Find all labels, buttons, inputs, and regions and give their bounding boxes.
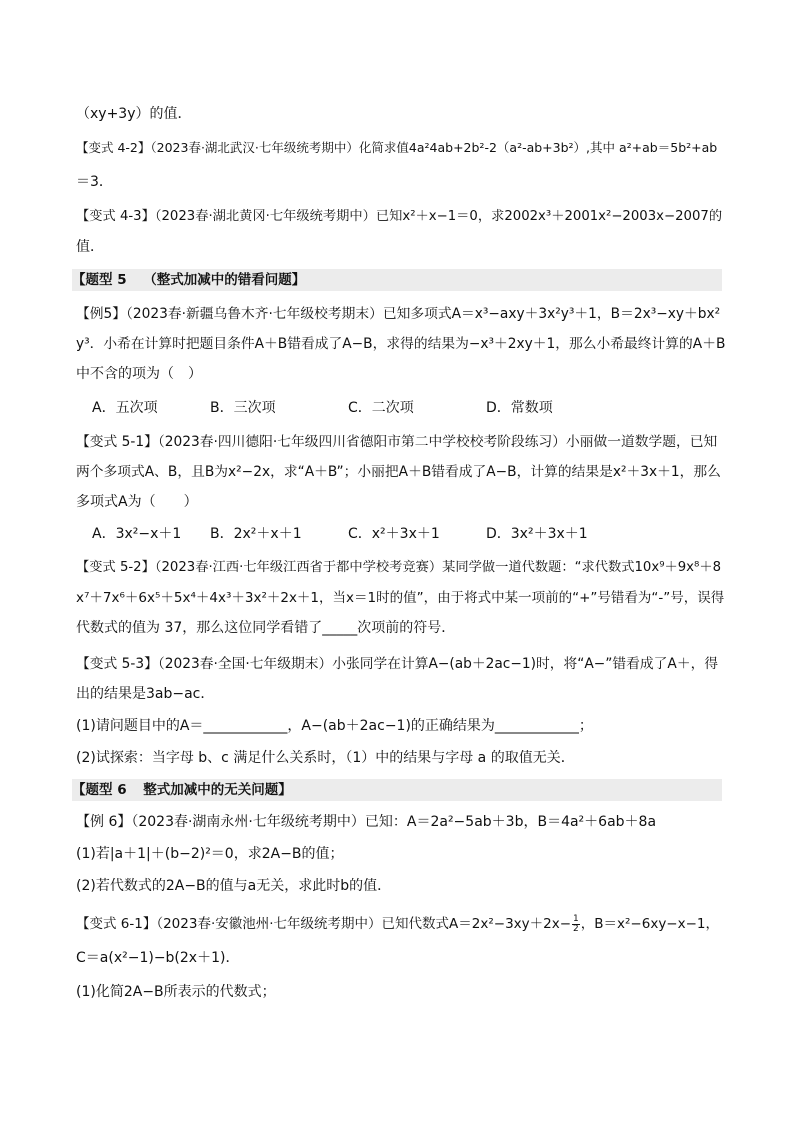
text-line: ＝3．: [76, 174, 113, 190]
text-line: x⁷＋7x⁶＋6x⁵＋5x⁴＋4x³＋3x²＋2x＋1，当x＝1时的值”，由于将式中某一项前的“+”号错看为“-”号，误得: [76, 590, 725, 606]
text-line: 【变式 4-3】（2023春·湖北黄冈·七年级统考期中）已知x²＋x−1＝0，求2002x³＋2001x²−2003x−2007的: [76, 209, 723, 224]
text-line: 【变式 5-2】（2023春·江西·七年级江西省于都中学校考竞赛）某同学做一道代数题：“求代数式10x⁹＋9x⁸＋8: [76, 560, 722, 575]
option-c: C．二次项: [348, 400, 414, 416]
text-line: 【变式 5-3】（2023春·全国·七年级期末）小张同学在计算A−(ab＋2ac−1)时，将“A−”错看成了A＋，得: [76, 656, 719, 672]
text-line: (2)若代数式的2A−B的值与a无关，求此时b的值．: [76, 878, 392, 894]
text-line: (2)试探索：当字母 b、c 满足什么关系时，（1）中的结果与字母 a 的取值无关．: [76, 750, 575, 766]
text-line: 代数式的值为 37，那么这位同学看错了_____次项前的符号．: [76, 620, 456, 636]
text-line: （xy+3y）的值．: [76, 106, 192, 122]
option-b: B．三次项: [210, 400, 276, 416]
fraction-denominator: 2: [573, 923, 579, 934]
section-label: 【题型 5: [72, 272, 127, 288]
section-title: （整式加减中的错看问题】: [143, 272, 306, 288]
text-line: (1)请问题目中的A＝____________，A−(ab＋2ac−1)的正确结果为____________；: [76, 718, 593, 734]
text-line: 两个多项式A、B，且B为x²−2x，求“A＋B”；小丽把A＋B错看成了A−B，计算的结果是x²＋3x＋1，那么: [76, 464, 721, 480]
text-line: 【变式 5-1】（2023春·四川德阳·七年级四川省德阳市第二中学校校考阶段练习）小丽做一道数学题，已知: [76, 434, 718, 450]
text-line: 多项式A为（ ）: [76, 494, 198, 510]
text-line: (1)化简2A−B所表示的代数式；: [76, 984, 276, 1000]
text-line: 【例 6】（2023春·湖南永州·七年级统考期中）已知：A＝2a²−5ab＋3b，B＝4a²＋6ab＋8a: [76, 814, 657, 830]
section-title: 整式加减中的无关问题】: [143, 782, 292, 798]
fraction: [572, 915, 580, 934]
text-segment: ，B＝x²−6xy−x−1，: [580, 916, 720, 932]
text-line: C＝a(x²−1)−b(2x＋1)．: [76, 950, 240, 966]
section-label: 【题型 6: [72, 782, 127, 798]
option-b: B．2x²＋x＋1: [210, 526, 302, 542]
text-segment: 【变式 6-1】（2023春·安徽池州·七年级统考期中）已知代数式A＝2x²−3xy＋2x−: [76, 916, 572, 932]
text-line-with-fraction: [76, 914, 719, 934]
option-d: D．常数项: [486, 400, 553, 416]
text-line: (1)若|a＋1|＋(b−2)²＝0，求2A−B的值；: [76, 846, 344, 862]
section-header-6: [72, 779, 722, 801]
text-line: 【例5】（2023春·新疆乌鲁木齐·七年级校考期末）已知多项式A＝x³−axy＋3x²y³＋1，B＝2x³−xy＋bx²: [76, 306, 721, 322]
section-header-5: [72, 269, 722, 291]
text-line: 中不含的项为（ ）: [76, 366, 202, 382]
text-line: 值．: [76, 239, 104, 255]
option-c: C．x²＋3x＋1: [348, 526, 440, 542]
text-line: 出的结果是3ab−ac．: [76, 686, 215, 702]
text-line: y³．小希在计算时把题目条件A＋B错看成了A−B，求得的结果为−x³＋2xy＋1，那么小希最终计算的A＋B: [76, 336, 726, 352]
option-a: A．3x²−x＋1: [92, 526, 182, 542]
fraction-numerator: 1: [573, 913, 579, 924]
option-d: D．3x²＋3x＋1: [486, 526, 588, 542]
option-a: A．五次项: [92, 400, 158, 416]
text-line: 【变式 4-2】（2023春·湖北武汉·七年级统考期中）化简求值4a²4ab+2b²-2（a²-ab+3b²）,其中 a²+ab＝5b²+ab: [76, 140, 718, 155]
